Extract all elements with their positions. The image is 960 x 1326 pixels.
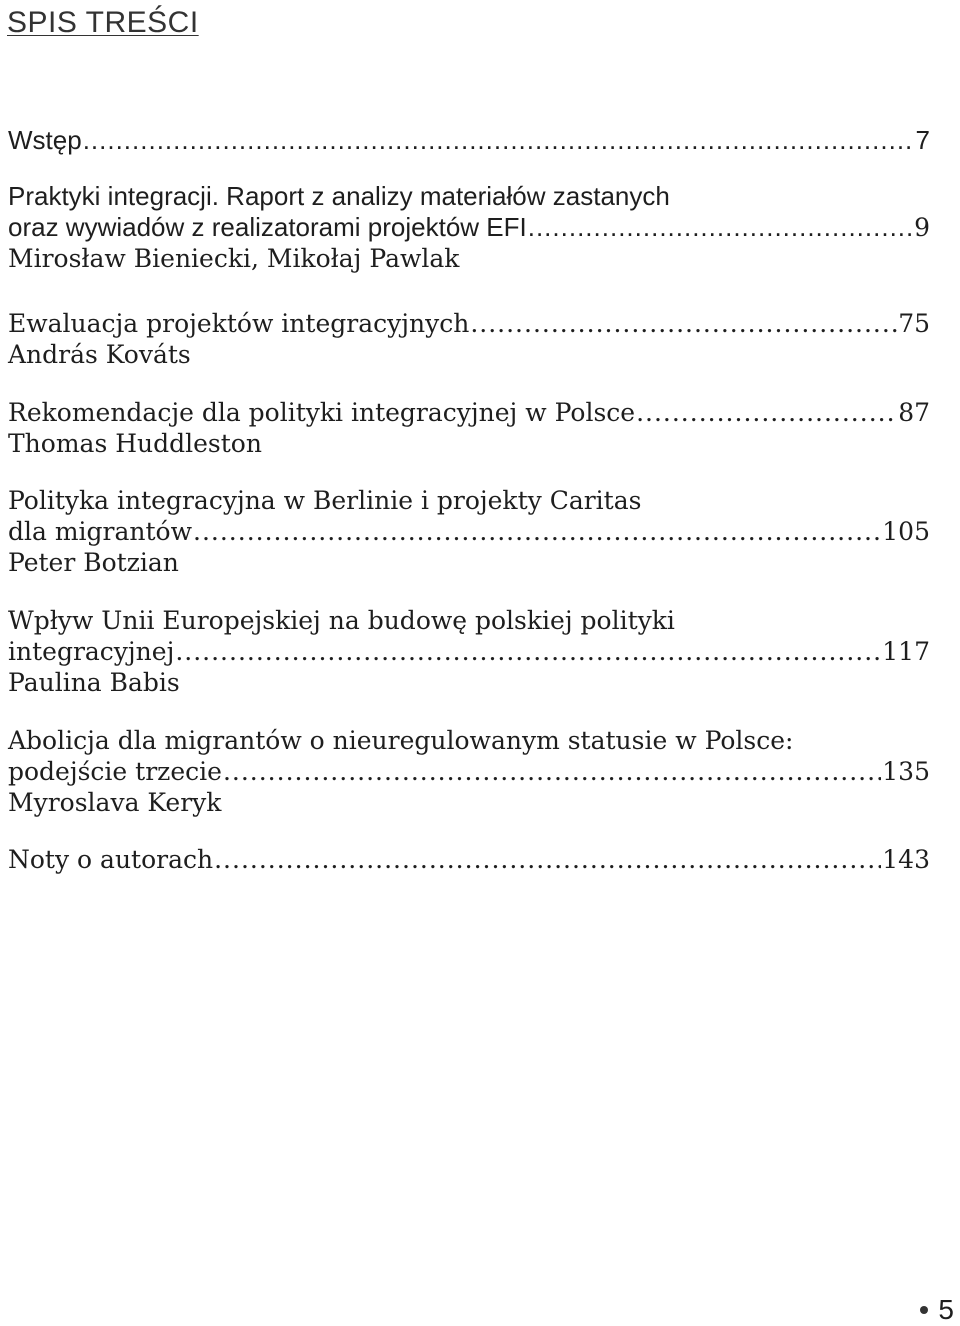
bullet-icon [920,1306,928,1314]
page-title: SPIS TREŚCI [7,6,199,39]
toc-entry-introduction [8,125,930,156]
toc-entry-author: Thomas Huddleston [8,429,262,458]
dot-leader [193,516,881,547]
dot-leader [214,844,881,875]
toc-entry-author: András Kováts [8,340,191,369]
toc-entry-integration-practices [8,181,930,274]
dot-leader [470,308,897,339]
toc-entry-leader-row [8,516,930,547]
toc-entry-page-number: 135 [882,757,930,786]
toc-entry-berlin-policy [8,485,930,578]
toc-entry-title-line: integracyjnej [8,637,175,666]
toc-entry-leader-row [8,844,930,875]
toc-entry-leader-row [8,125,930,156]
toc-entry-page-number: 143 [882,845,930,874]
toc-entry-page-number: 7 [915,125,930,155]
toc-entry-eu-influence [8,605,930,698]
toc-entry-title-line: Praktyki integracji. Raport z analizy materiałów zastanych [8,181,670,211]
toc-entry-author: Peter Botzian [8,548,179,577]
toc-entry-leader-row [8,308,930,339]
dot-leader [636,397,897,428]
toc-entry-title-line: dla migrantów [8,517,193,546]
toc-entry-leader-row [8,397,930,428]
dot-leader [528,212,913,243]
toc-entry-page-number: 75 [898,309,930,338]
toc-entry-title-line: Abolicja dla migrantów o nieuregulowanym statusie w Polsce: [8,726,794,755]
toc-entry-title: Noty o autorach [8,845,214,874]
toc-entry-abolition [8,725,930,818]
dot-leader [175,636,881,667]
toc-entry-leader-row [8,756,930,787]
toc-entry-title-line: Wpływ Unii Europejskiej na budowę polskiej polityki [8,606,675,635]
toc-entry-page-number: 105 [882,517,930,546]
toc-entry-page-number: 9 [914,213,930,242]
toc-entry-recommendations [8,397,930,459]
toc-entry-leader-row [8,212,930,243]
toc-entry-title: Wstęp [8,125,82,155]
page-number: 5 [938,1294,954,1325]
toc-entry-author: Mirosław Bieniecki, Mikołaj Pawlak [8,244,460,273]
toc-entry-leader-row [8,636,930,667]
toc-entry-evaluation [8,308,930,370]
dot-leader [223,756,881,787]
toc-entry-title: Ewaluacja projektów integracyjnych [8,309,470,338]
toc-entry-title-line: podejście trzecie [8,757,222,786]
toc-entry-page-number: 117 [882,637,930,666]
dot-leader [83,125,915,156]
page-footer [920,1294,954,1326]
toc-entry-page-number: 87 [898,398,930,427]
toc-entry-author: Myroslava Keryk [8,788,222,817]
toc-entry-title-line: Polityka integracyjna w Berlinie i projekty Caritas [8,486,642,515]
toc-entry-title-line: oraz wywiadów z realizatorami projektów EFI [8,212,527,242]
toc-entry-author-notes [8,844,930,875]
toc-entry-author: Paulina Babis [8,668,180,697]
toc-entry-title: Rekomendacje dla polityki integracyjnej w Polsce [8,398,636,427]
